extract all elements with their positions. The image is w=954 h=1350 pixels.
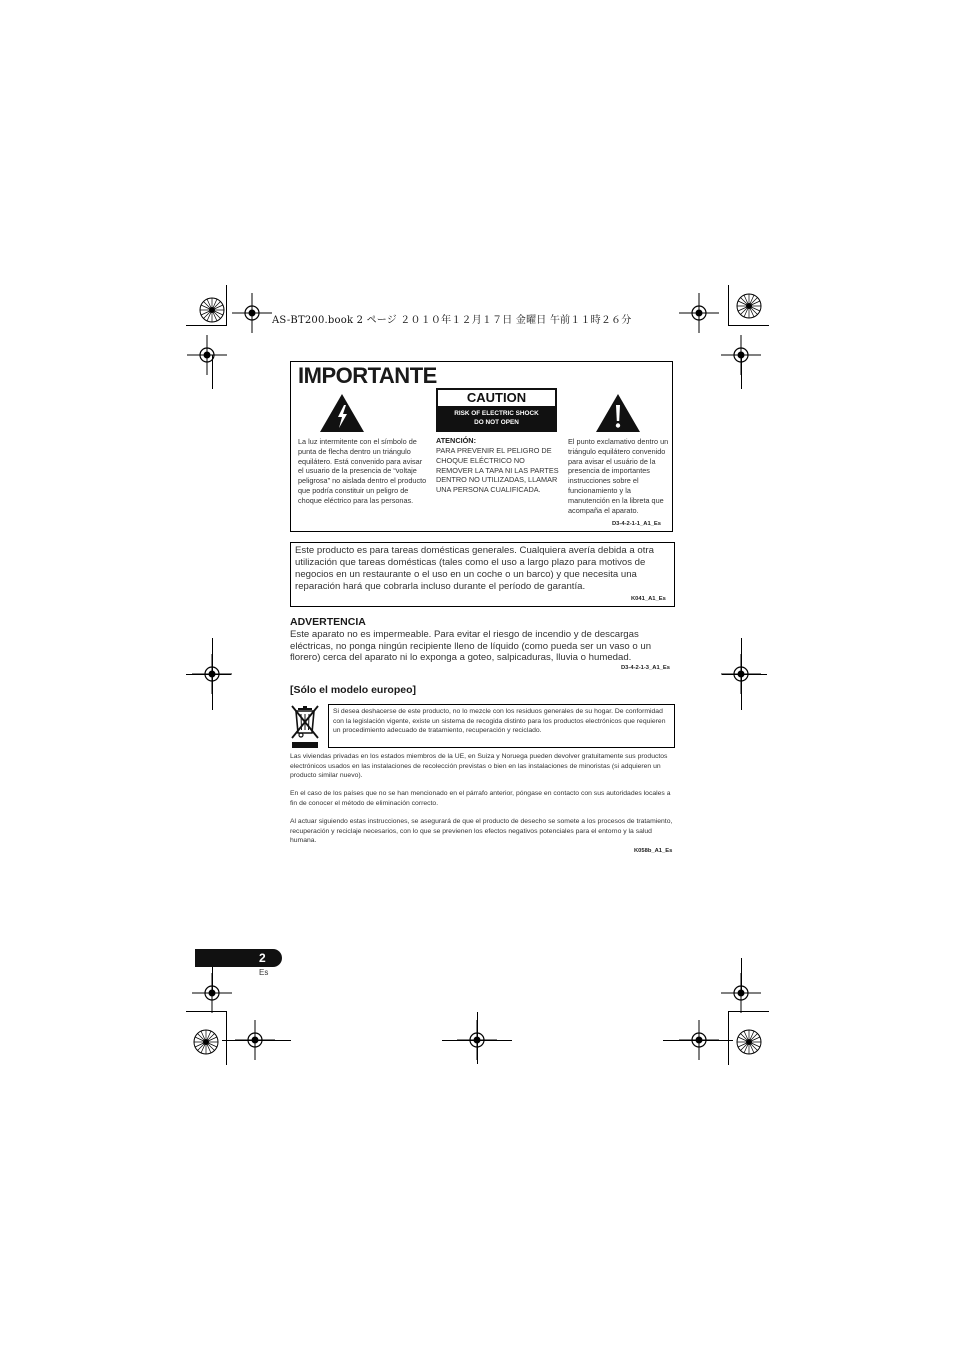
advertencia-heading: ADVERTENCIA	[290, 616, 366, 628]
page-language: Es	[259, 968, 269, 977]
page-number-tab	[195, 949, 282, 967]
registration-crosshair-icon	[187, 335, 227, 375]
registration-starburst-icon	[193, 1029, 219, 1055]
registration-starburst-icon	[199, 297, 225, 323]
registration-crosshair-icon	[679, 293, 719, 333]
crossed-out-wheelie-bin-icon	[290, 703, 320, 749]
registration-starburst-icon	[736, 293, 762, 319]
domestic-use-text: Este producto es para tareas domésticas generales. Cualquiera avería debida a otra utilización que tareas domésticas (tales como el uso a largo plazo para motivos de negocios en un restaurante o el uso en un coche o un barco) y que necesita una reparación hará que cobrarla incluso durante el período de garantía.	[295, 545, 654, 592]
disposal-paragraph-2: En el caso de los países que no se han mencionado en el párrafo anterior, póngase en contacto con sus autoridades locales a fin de conocer el método de eliminación correcto.	[290, 790, 671, 807]
caution-subtext	[436, 409, 557, 427]
exclamation-warning-icon	[595, 393, 641, 433]
reference-code: D3-4-2-1-3_A1_Es	[621, 665, 670, 671]
european-model-heading: [Sólo el modelo europeo]	[290, 684, 417, 696]
atencion-text: PARA PREVENIR EL PELIGRO DE CHOQUE ELÉCTRICO NO REMOVER LA TAPA NI LAS PARTES DENTRO NO UTILIZADAS, LLAMAR UNA PERSONA CUALIFICADA.	[436, 446, 559, 495]
caution-heading: CAUTION	[438, 390, 555, 406]
disposal-paragraph-3: Al actuar siguiendo estas instrucciones, se asegurará de que el producto de desecho se somete a los procesos de tratamiento, recuperación y reciclaje necesarios, con lo que se previenen los efectos negativos potenciales para el entorno y la salud humana.	[290, 818, 673, 845]
page-number: 2	[259, 951, 266, 965]
reference-code: D3-4-2-1-1_A1_Es	[612, 521, 661, 527]
registration-starburst-icon	[736, 1029, 762, 1055]
caution-line-2: DO NOT OPEN	[474, 419, 519, 426]
caution-line-1: RISK OF ELECTRIC SHOCK	[454, 410, 539, 417]
electric-shock-description: La luz intermitente con el símbolo de punta de flecha dentro un triángulo equilátero. Está convenido para avisar el usuario de la presencia de “voltaje peligrosa” no aislada dentro el producto que podría constituir un peligro de choque eléctrico para las personas.	[298, 437, 427, 505]
print-header-line: AS-BT200.book 2 ページ ２０１０年１２月１７日 金曜日 午前１１時２６分	[272, 315, 632, 326]
reference-code: K058b_A1_Es	[634, 848, 673, 854]
disposal-paragraph-1: Las viviendas privadas en los estados miembros de la UE, en Suiza y Noruega pueden devolver gratuitamente sus productos electrónicos usados en las instalaciones de recolección previstas o bien en las instalaciones de minoristas (si adquieren un producto similar nuevo).	[290, 753, 668, 780]
reference-code: K041_A1_Es	[631, 596, 666, 602]
disposal-notice-text: Si desea deshacerse de este producto, no lo mezcle con los residuos generales de su hogar. De conformidad con la legislación vigente, existe un sistema de recogida distinto para los productos electrónicos que requieren un procedimiento adecuado de tratamiento, recuperación y reciclado.	[333, 708, 666, 735]
registration-crosshair-icon	[232, 293, 272, 333]
exclamation-description: El punto exclamativo dentro un triángulo equilátero convenido para avisar el usuário de la presencia de importantes instrucciones sobre el funcionamiento y la manutención en la libreta que acompaña el aparato.	[568, 437, 669, 515]
important-title: IMPORTANTE	[298, 363, 437, 388]
advertencia-text: Este aparato no es impermeable. Para evitar el riesgo de incendio y de descargas eléctricas, no ponga ningún recipiente lleno de líquido (como pueda ser un vaso o un florero) cerca del aparato ni lo exponga a goteo, salpicaduras, lluvia o humedad.	[290, 629, 652, 664]
electric-shock-warning-icon	[319, 393, 365, 433]
atencion-label: ATENCIÓN:	[436, 436, 476, 445]
